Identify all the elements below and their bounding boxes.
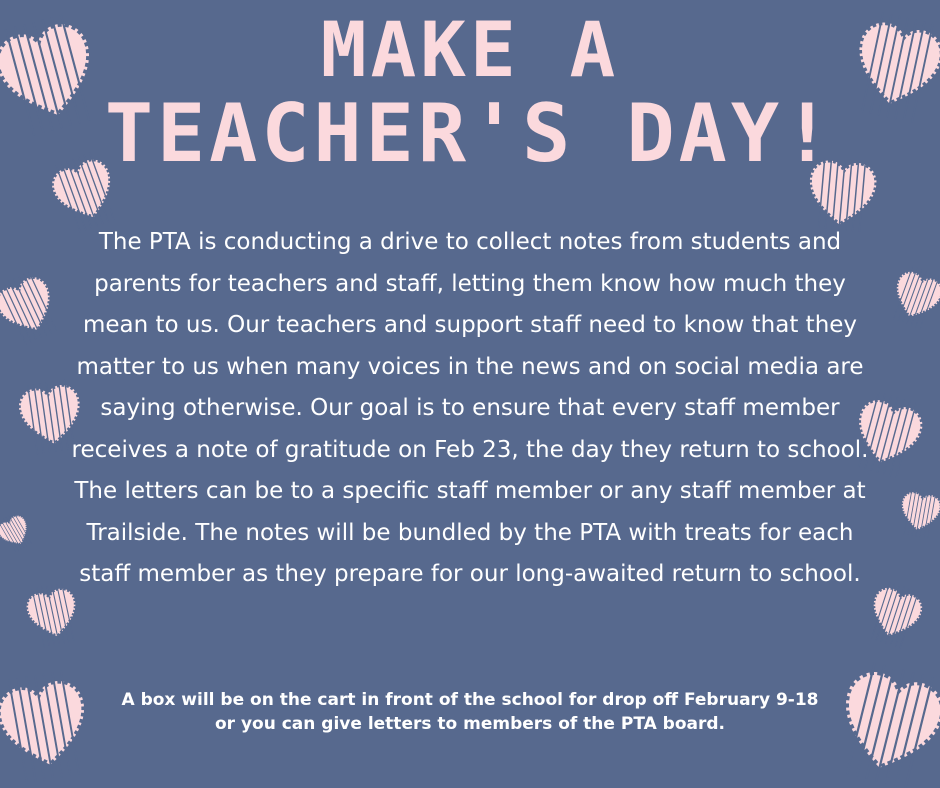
striped-heart-icon bbox=[828, 658, 940, 788]
title-line-1: MAKE A bbox=[320, 5, 620, 94]
striped-heart-icon bbox=[880, 250, 940, 346]
body-paragraph: The PTA is conducting a drive to collect notes from students and parents for teachers and staff, letting them know how much they mean to us. Our teachers and support staff need to know that they matter to us when many voices in the news and on social media are saying otherwise. Our goal is to ensure that every staff member receives a note of gratitude on Feb 23, the day they return to school. The letters can be to a specific staff member or any staff member at Trailside. The notes will be bundled by the PTA with treats for each staff member as they prepare for our long-awaited return to school. bbox=[71, 229, 869, 587]
striped-heart-icon bbox=[862, 579, 928, 652]
striped-heart-icon bbox=[0, 501, 42, 564]
drop-off-note: A box will be on the cart in front of the school for drop off February 9-18 or you can give letters to members of the PTA board. bbox=[121, 690, 819, 734]
striped-heart-icon bbox=[896, 485, 940, 541]
title-line-2: TEACHER'S DAY! bbox=[104, 87, 836, 180]
striped-heart-icon bbox=[0, 260, 69, 356]
striped-heart-icon bbox=[0, 665, 97, 788]
poster-title bbox=[0, 5, 940, 180]
